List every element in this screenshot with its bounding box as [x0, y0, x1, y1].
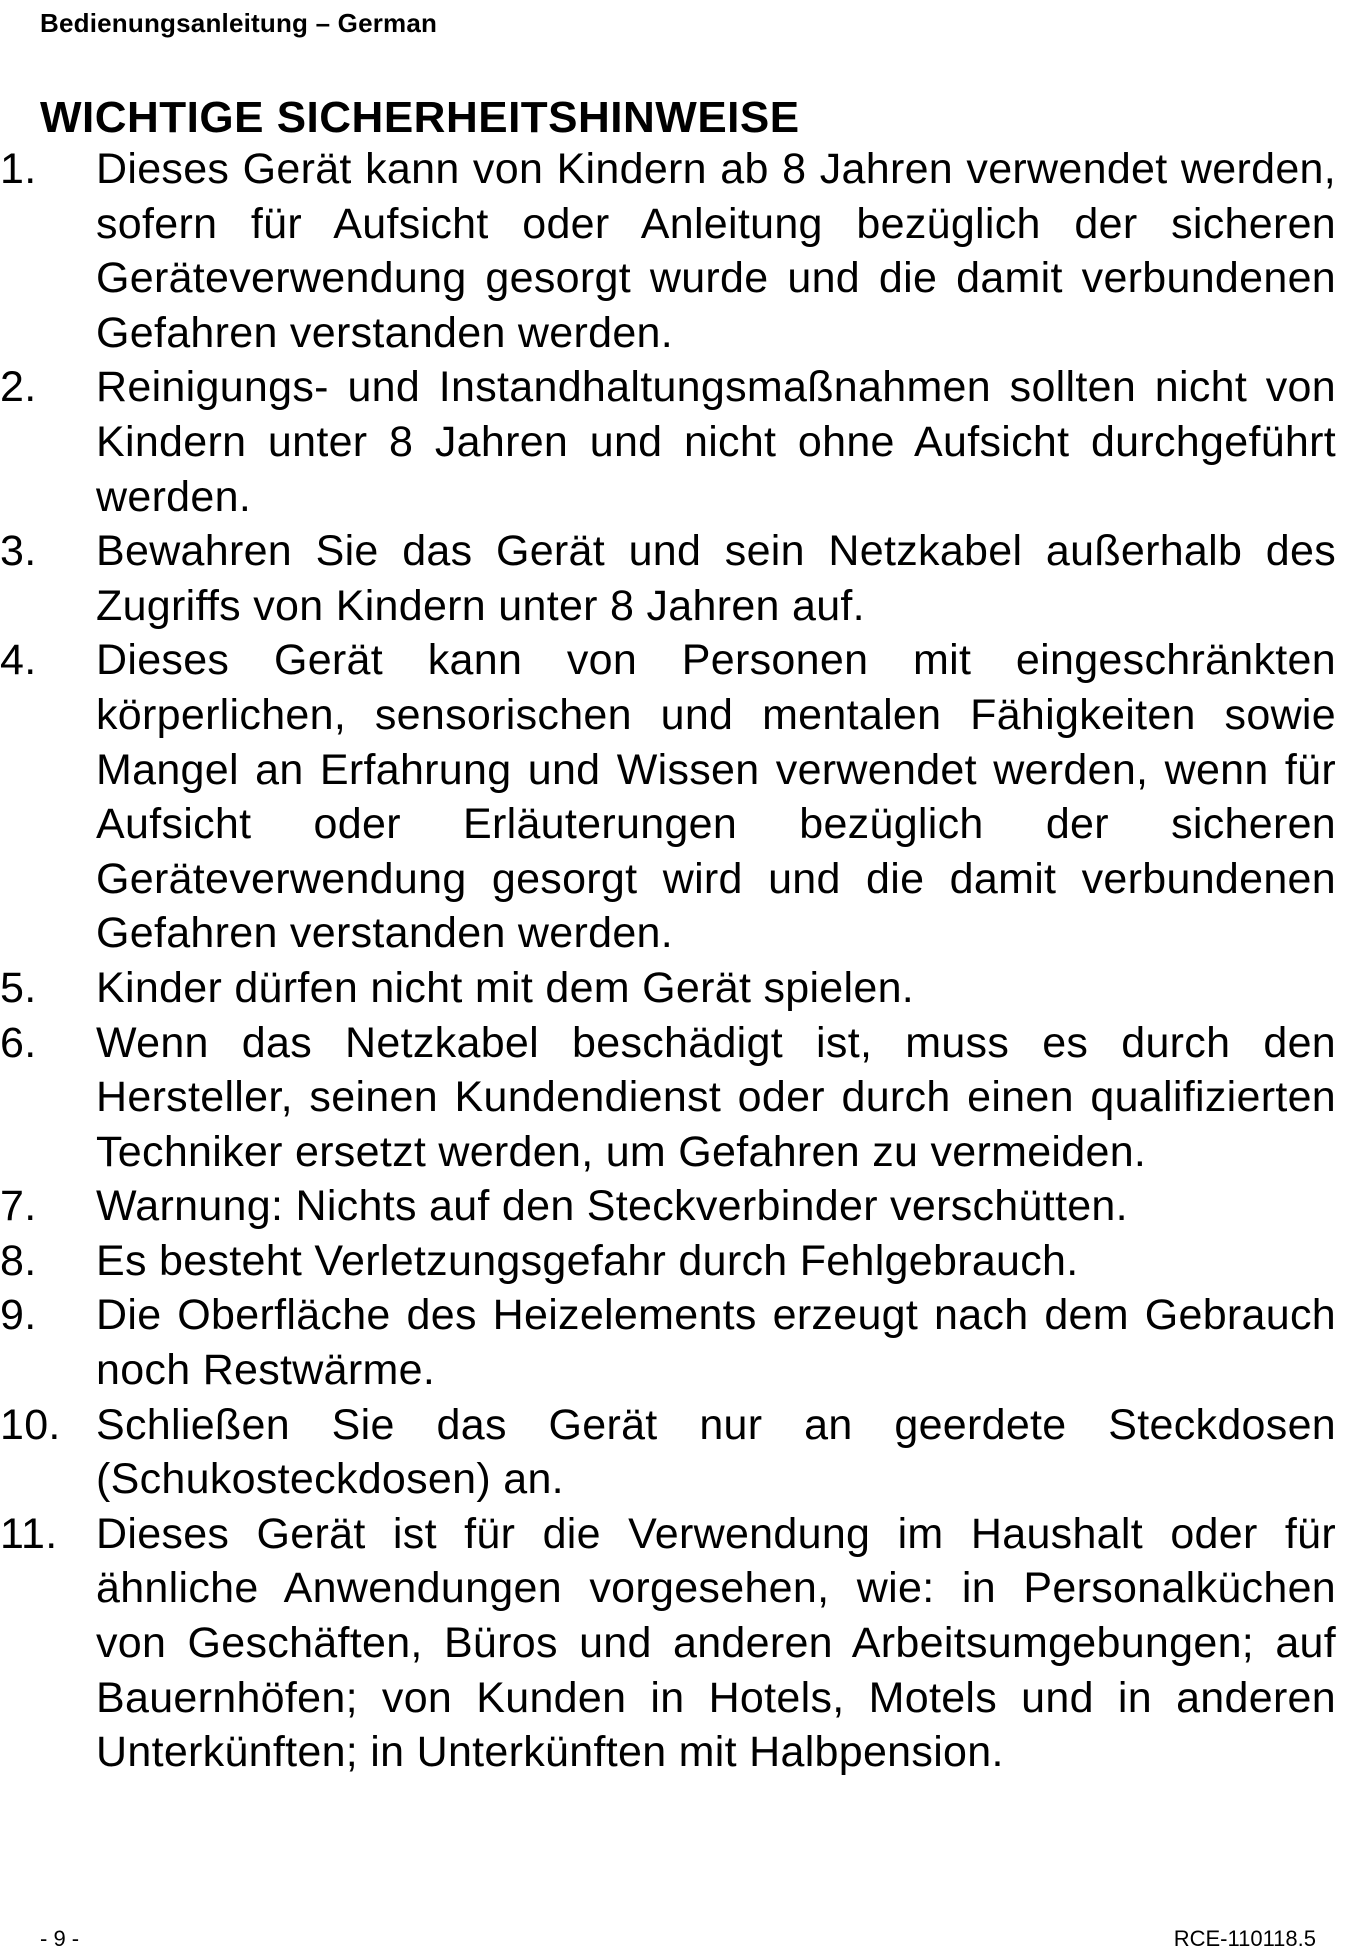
instruction-item [0, 142, 1350, 360]
instruction-number: 9. [0, 1291, 37, 1340]
instruction-text: Dieses Gerät ist für die Verwendung im Haushalt oder für ähnliche Anwendungen vorgesehen, wie: in Personalküchen von Geschäften, Büros und anderen Arbeitsumgebungen; auf Bauernhöfen; von Kunden in Hotels, Motels und in anderen Unterkünften; in Unterkünften mit Halbpension. [96, 1509, 1336, 1777]
instruction-text: Kinder dürfen nicht mit dem Gerät spielen. [96, 963, 915, 1012]
instruction-number: 3. [0, 527, 37, 576]
instruction-item [0, 524, 1350, 633]
page-footer [0, 1925, 1350, 1953]
instruction-item [0, 1288, 1350, 1397]
instruction-number: 10. [0, 1400, 61, 1449]
instruction-number: 1. [0, 145, 37, 193]
instruction-number: 8. [0, 1236, 37, 1285]
instruction-number: 2. [0, 363, 37, 412]
instruction-text: Dieses Gerät kann von Kindern ab 8 Jahren verwendet werden, sofern für Aufsicht oder Anleitung bezüglich der sicheren Geräteverwendung gesorgt wurde und die damit verbundenen Gefahren verstanden werden. [96, 145, 1336, 357]
instruction-number: 5. [0, 963, 37, 1012]
page-header: Bedienungsanleitung – German [40, 8, 438, 38]
instruction-text: Reinigungs- und Instandhaltungsmaßnahmen sollten nicht von Kindern unter 8 Jahren und nicht ohne Aufsicht durchgeführt werden. [96, 363, 1336, 521]
instruction-item [0, 1398, 1350, 1507]
instruction-text: Die Oberfläche des Heizelements erzeugt nach dem Gebrauch noch Restwärme. [96, 1291, 1336, 1395]
document-code: RCE-110118.5 [1173, 1926, 1316, 1951]
instruction-text: Warnung: Nichts auf den Steckverbinder verschütten. [96, 1182, 1128, 1231]
instruction-item [0, 633, 1350, 961]
instruction-item [0, 961, 1350, 1016]
instruction-number: 4. [0, 636, 37, 685]
instruction-number: 6. [0, 1018, 37, 1067]
instruction-text: Bewahren Sie das Gerät und sein Netzkabel außerhalb des Zugriffs von Kindern unter 8 Jahren auf. [96, 527, 1336, 630]
safety-instructions-list [0, 142, 1350, 1780]
instruction-item [0, 1507, 1350, 1780]
instruction-item [0, 1234, 1350, 1289]
instruction-text: Wenn das Netzkabel beschädigt ist, muss es durch den Hersteller, seinen Kundendienst oder durch einen qualifizierten Techniker ersetzt werden, um Gefahren zu vermeiden. [96, 1018, 1336, 1176]
instruction-item [0, 1179, 1350, 1234]
instruction-number: 7. [0, 1182, 37, 1231]
section-title: WICHTIGE SICHERHEITSHINWEISE [40, 93, 800, 142]
instruction-text: Schließen Sie das Gerät nur an geerdete Steckdosen (Schukosteckdosen) an. [96, 1400, 1336, 1504]
instruction-item [0, 1016, 1350, 1180]
instruction-text: Dieses Gerät kann von Personen mit eingeschränkten körperlichen, sensorischen und mentalen Fähigkeiten sowie Mangel an Erfahrung und Wissen verwendet werden, wenn für Aufsicht oder Erläuterungen bezüglich der sicheren Geräteverwendung gesorgt wird und die damit verbundenen Gefahren verstanden werden. [96, 636, 1336, 958]
instruction-text: Es besteht Verletzungsgefahr durch Fehlgebrauch. [96, 1236, 1079, 1285]
instruction-item [0, 360, 1350, 524]
page-number: - 9 - [40, 1926, 80, 1951]
instruction-number: 11. [0, 1509, 58, 1558]
